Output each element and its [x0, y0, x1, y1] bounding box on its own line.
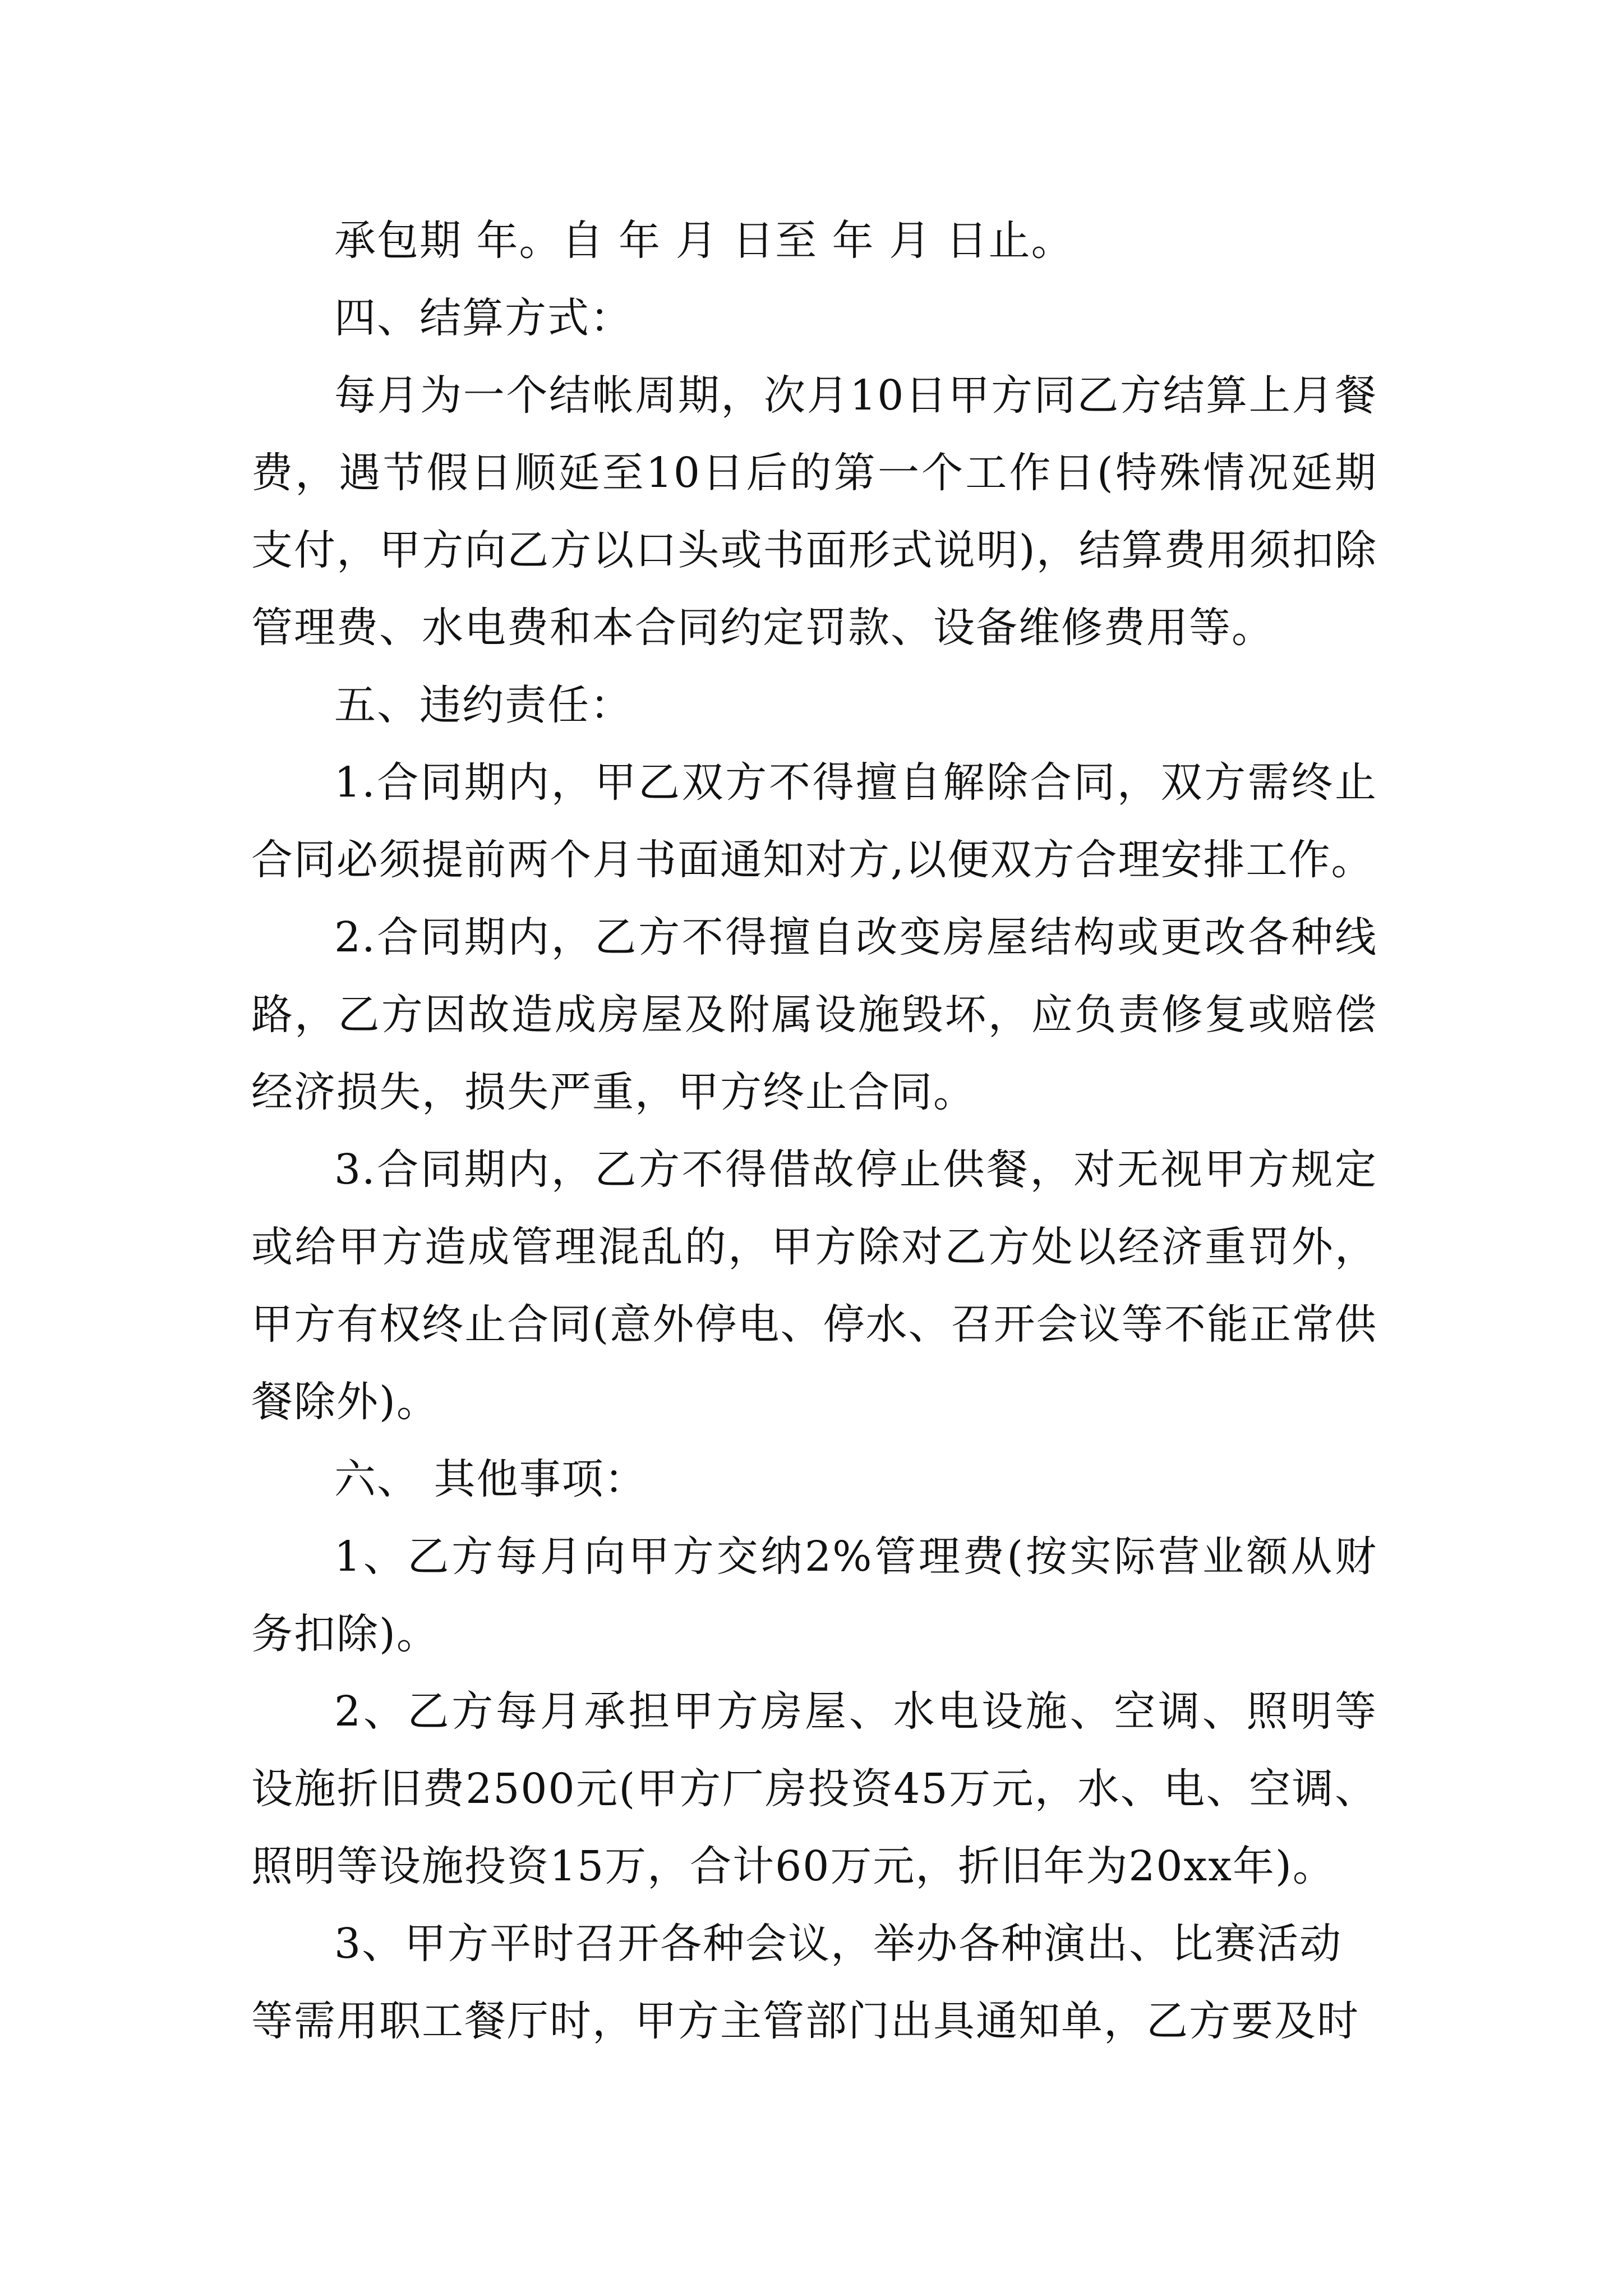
other-item-3: 3、甲方平时召开各种会议，举办各种演出、比赛活动等需用职工餐厅时，甲方主管部门出具通知单，乙方要及时: [251, 1920, 1359, 2045]
document-body: [251, 202, 1377, 2060]
breach-heading: 五、违约责任：: [334, 681, 633, 729]
breach-item-1: 1.合同期内，甲乙双方不得擅自解除合同，双方需终止合同必须提前两个月书面通知对方,以便双方合理安排工作。: [251, 758, 1377, 884]
other-matters-heading: 六、 其他事项：: [334, 1455, 647, 1503]
breach-item-2: 2.合同期内，乙方不得擅自改变房屋结构或更改各种线路，乙方因故造成房屋及附属设施毁坏，应负责修复或赔偿经济损失，损失严重，甲方终止合同。: [251, 913, 1377, 1116]
breach-item-3: 3.合同期内，乙方不得借故停止供餐，对无视甲方规定或给甲方造成管理混乱的，甲方除对乙方处以经济重罚外，甲方有权终止合同(意外停电、停水、召开会议等不能正常供餐除外)。: [251, 1145, 1377, 1426]
settlement-paragraph: 每月为一个结帐周期，次月10日甲方同乙方结算上月餐费，遇节假日顺延至10日后的第一个工作日(特殊情况延期支付，甲方向乙方以口头或书面形式说明)，结算费用须扣除管理费、水电费和本合同约定罚款、设备维修费用等。: [251, 371, 1377, 652]
other-item-1: 1、乙方每月向甲方交纳2%管理费(按实际营业额从财务扣除)。: [251, 1533, 1377, 1658]
contract-term-paragraph: 承包期 年。自 年 月 日至 年 月 日止。: [334, 217, 1074, 265]
other-item-2: 2、乙方每月承担甲方房屋、水电设施、空调、照明等设施折旧费2500元(甲方厂房投资45万元，水、电、空调、照明等设施投资15万，合计60万元，折旧年为20xx年)。: [251, 1687, 1377, 1890]
settlement-heading: 四、结算方式：: [334, 294, 633, 342]
